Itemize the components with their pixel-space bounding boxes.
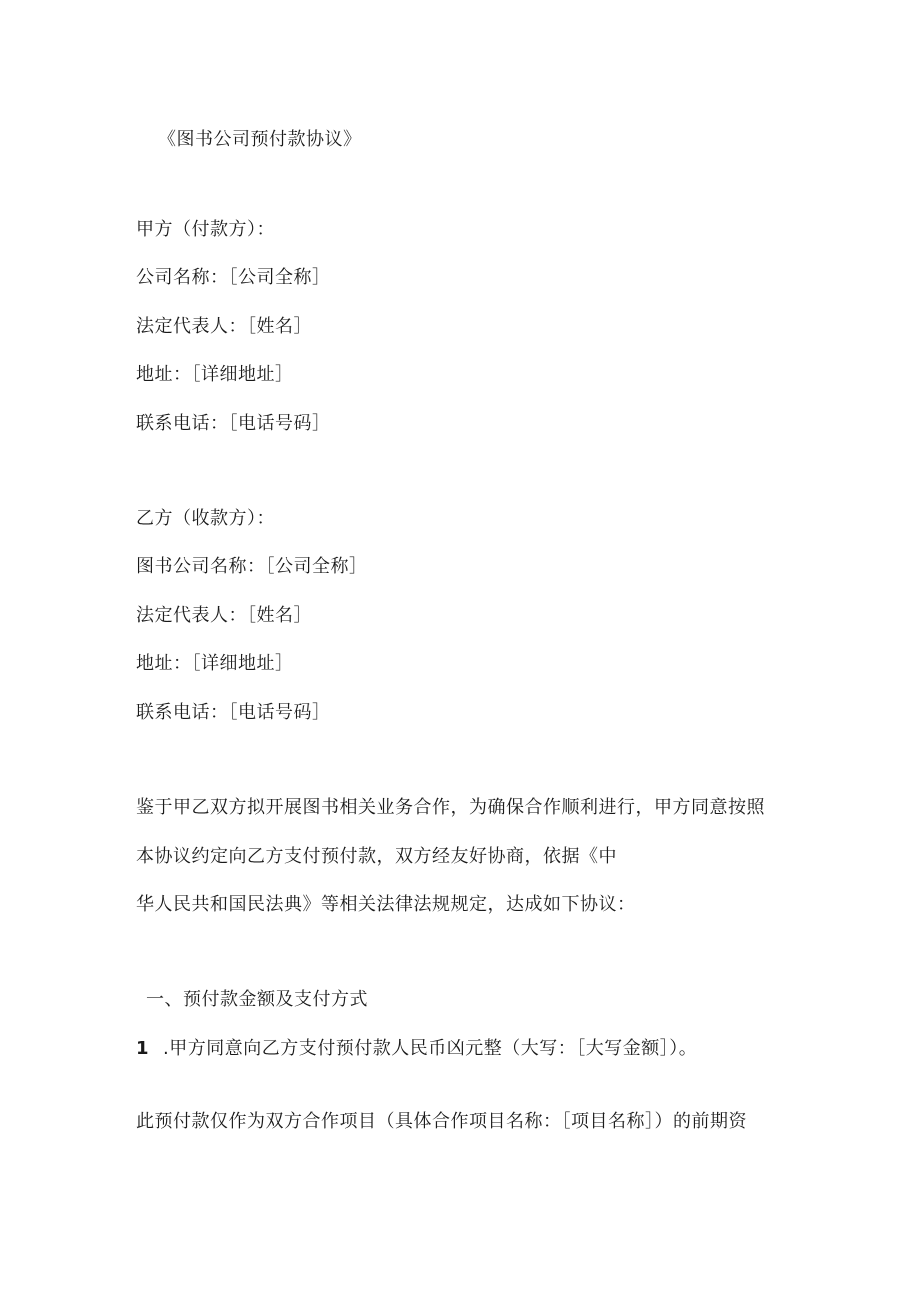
party-b-address: 地址：［详细地址］ [136, 653, 294, 674]
section-1-heading: 一、预付款金额及支付方式 [146, 989, 368, 1010]
section-1-item-1 [136, 1037, 697, 1061]
party-b-company-name: 图书公司名称：［公司全称］ [136, 556, 368, 577]
party-a-address: 地址：［详细地址］ [136, 364, 294, 385]
document-title: 《图书公司预付款协议》 [158, 129, 362, 150]
preamble-line-3: 华人民共和国民法典》等相关法律法规规定，达成如下协议： [136, 894, 636, 915]
party-a-phone: 联系电话：［电话号码］ [136, 413, 331, 434]
section-1-paragraph-2: 此预付款仅作为双方合作项目（具体合作项目名称：［项目名称］）的前期资 [136, 1111, 747, 1132]
preamble-line-2: 本协议约定向乙方支付预付款，双方经友好协商，依据《中 [136, 846, 617, 867]
party-a-heading: 甲方（付款方）： [136, 219, 275, 240]
party-a-company-name: 公司名称：［公司全称］ [136, 267, 331, 288]
party-a-legal-rep: 法定代表人：［姓名］ [136, 316, 312, 337]
item-number: 1 [136, 1038, 150, 1059]
item-text: .甲方同意向乙方支付预付款人民币凶元整（大写：［大写金额］）。 [163, 1038, 698, 1059]
party-b-heading: 乙方（收款方）： [136, 508, 275, 529]
preamble-line-1: 鉴于甲乙双方拟开展图书相关业务合作，为确保合作顺利进行，甲方同意按照 [136, 797, 765, 818]
party-b-phone: 联系电话：［电话号码］ [136, 702, 331, 723]
party-b-legal-rep: 法定代表人：［姓名］ [136, 605, 312, 626]
